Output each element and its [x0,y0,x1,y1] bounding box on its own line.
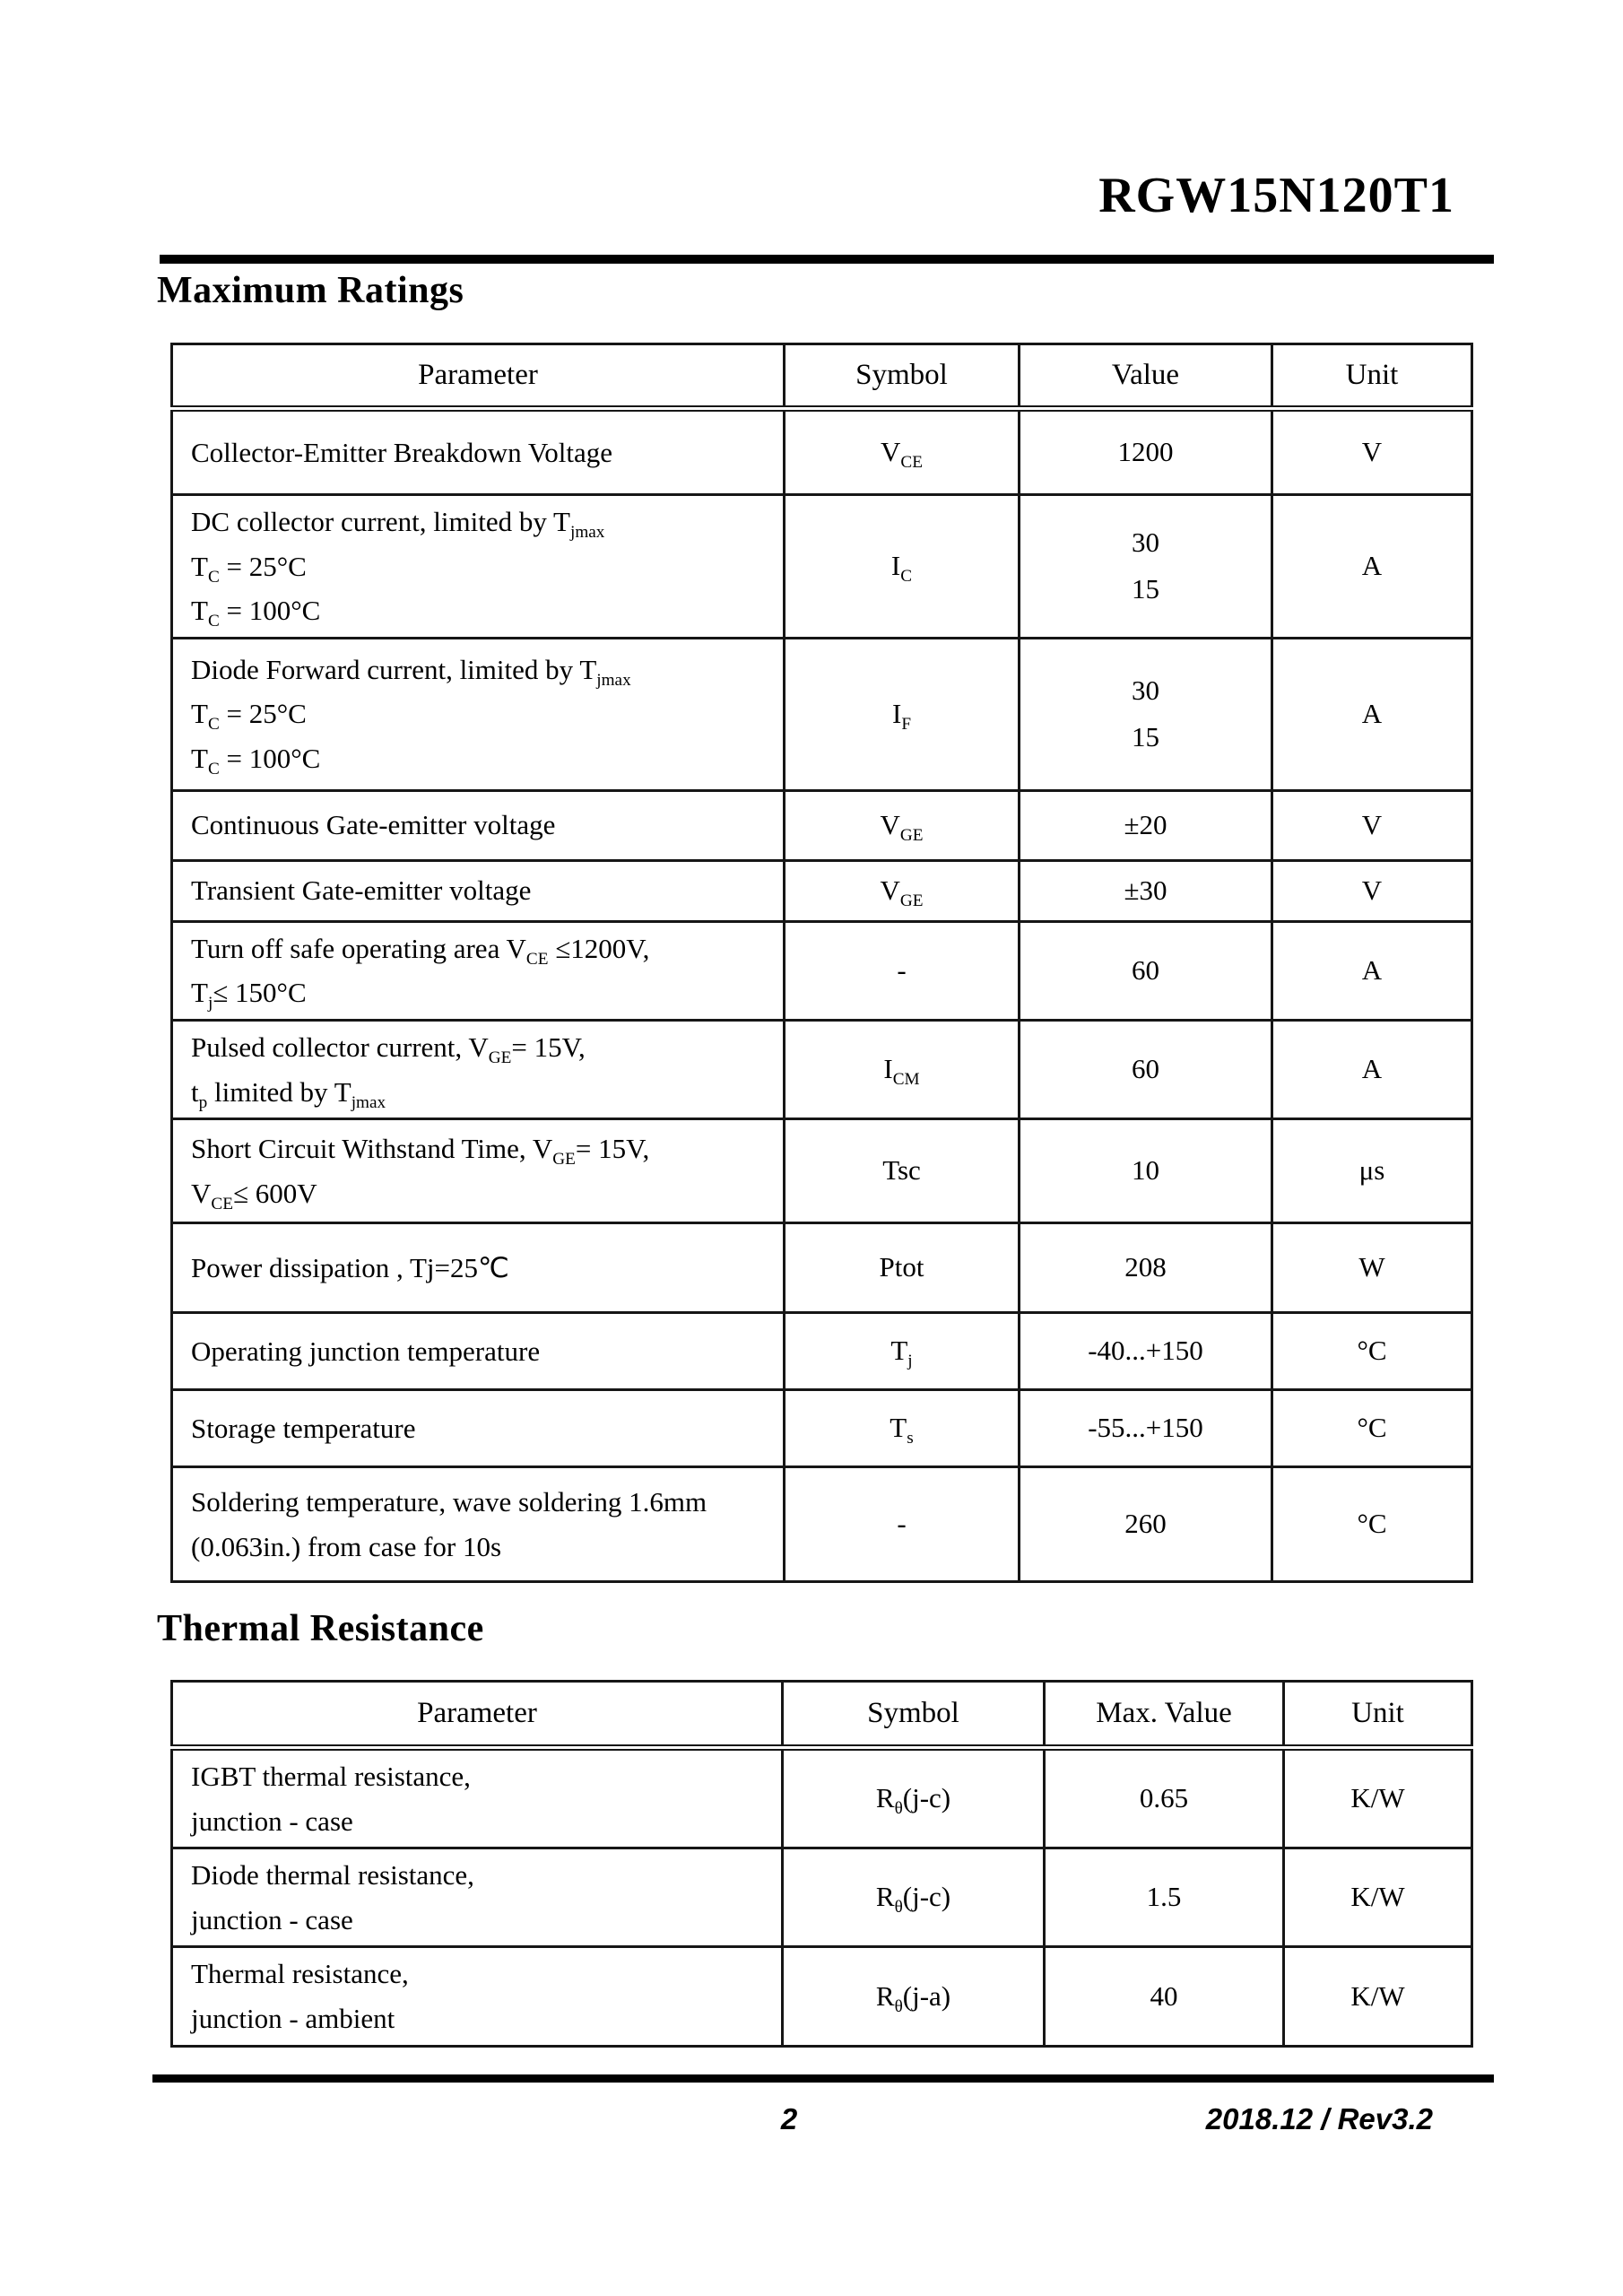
param-cell: Turn off safe operating area $V_{CE} \le 1200V$, $T_j\le 150^\circ C$ [172,921,785,1020]
param-cell: IGBT thermal resistance, junction - case [172,1748,783,1848]
value-cell: 260 [1020,1467,1272,1582]
table-row [172,790,1472,860]
value-cell: 60 [1020,1020,1272,1118]
value-cell: 1200 [1020,409,1272,495]
value-cell: 40 [1045,1947,1284,2046]
value-cell: ±20 [1020,790,1272,860]
col-header-parameter: Parameter [172,1682,783,1748]
section-heading-thermal-resistance: Thermal Resistance [157,1608,484,1649]
symbol-cell: $V_{GE}$ [785,790,1020,860]
table-row [172,638,1472,790]
param-cell: Storage temperature [172,1390,785,1467]
param-cell: Soldering temperature, wave soldering 1.6mm (0.063in.) from case for 10s [172,1467,785,1582]
param-cell: DC collector current, limited by $T_{jmax}$ $T_C = 25^\circ C$ $T_C = 100^\circ C$ [172,495,785,639]
table-row [172,1947,1472,2046]
unit-cell: A [1272,921,1472,1020]
table-row [172,1223,1472,1313]
symbol-cell: $I_F$ [785,638,1020,790]
unit-cell: K/W [1284,1848,1472,1947]
col-header-parameter: Parameter [172,344,785,409]
thermal-resistance-table [170,1680,1473,2048]
col-header-max-value: Max. Value [1045,1682,1284,1748]
symbol-cell: $T_j$ [785,1313,1020,1390]
table-row [172,495,1472,639]
param-cell: Thermal resistance, junction - ambient [172,1947,783,2046]
symbol-cell: Tsc [785,1119,1020,1223]
value-cell: -55...+150 [1020,1390,1272,1467]
unit-cell: μs [1272,1119,1472,1223]
unit-cell: K/W [1284,1947,1472,2046]
maximum-ratings-table [170,343,1473,1583]
symbol-cell: $V_{GE}$ [785,860,1020,921]
table-row [172,1313,1472,1390]
page-number: 2 [780,2102,798,2135]
footer-divider [152,2074,1494,2083]
symbol-cell: Ptot [785,1223,1020,1313]
param-cell: Power dissipation , Tj=25℃ [172,1223,785,1313]
unit-cell: A [1272,1020,1472,1118]
col-header-unit: Unit [1272,344,1472,409]
symbol-cell: $R_\theta(j-a)$ [783,1947,1045,2046]
unit-cell: A [1272,638,1472,790]
param-cell: Transient Gate-emitter voltage [172,860,785,921]
header-divider [160,255,1494,264]
page-title: RGW15N120T1 [1098,168,1454,223]
param-cell: Diode thermal resistance, junction - case [172,1848,783,1947]
value-cell: 10 [1020,1119,1272,1223]
col-header-unit: Unit [1284,1682,1472,1748]
symbol-cell: $T_s$ [785,1390,1020,1467]
param-cell: Collector-Emitter Breakdown Voltage [172,409,785,495]
symbol-cell: - [785,1467,1020,1582]
table-row [172,1748,1472,1848]
unit-cell: V [1272,860,1472,921]
col-header-symbol: Symbol [783,1682,1045,1748]
table-row [172,1020,1472,1118]
unit-cell: V [1272,790,1472,860]
section-heading-maximum-ratings: Maximum Ratings [157,270,464,311]
value-cell: 30 15 [1020,495,1272,639]
col-header-symbol: Symbol [785,344,1020,409]
unit-cell: A [1272,495,1472,639]
param-cell: Operating junction temperature [172,1313,785,1390]
param-cell: Short Circuit Withstand Time, $V_{GE}= 15V$, $V_{CE}\le 600V$ [172,1119,785,1223]
param-cell: Pulsed collector current, $V_{GE}= 15V$, $t_p$ limited by $T_{jmax}$ [172,1020,785,1118]
value-cell: 30 15 [1020,638,1272,790]
unit-cell: °C [1272,1467,1472,1582]
table-header-row [172,1682,1472,1748]
unit-cell: K/W [1284,1748,1472,1848]
value-cell: 208 [1020,1223,1272,1313]
symbol-cell: $I_C$ [785,495,1020,639]
value-cell: -40...+150 [1020,1313,1272,1390]
symbol-cell: $I_{CM}$ [785,1020,1020,1118]
symbol-cell: $R_\theta(j-c)$ [783,1748,1045,1848]
col-header-value: Value [1020,344,1272,409]
unit-cell: °C [1272,1390,1472,1467]
value-cell: 60 [1020,921,1272,1020]
table-row [172,1848,1472,1947]
value-cell: ±30 [1020,860,1272,921]
table-row [172,921,1472,1020]
symbol-cell: $R_\theta(j-c)$ [783,1848,1045,1947]
table-row [172,1390,1472,1467]
value-cell: 0.65 [1045,1748,1284,1848]
table-row [172,1467,1472,1582]
unit-cell: V [1272,409,1472,495]
param-cell: Continuous Gate-emitter voltage [172,790,785,860]
table-row [172,860,1472,921]
param-cell: Diode Forward current, limited by $T_{jmax}$ $T_C = 25^\circ C$ $T_C = 100^\circ C$ [172,638,785,790]
table-row [172,409,1472,495]
unit-cell: °C [1272,1313,1472,1390]
unit-cell: W [1272,1223,1472,1313]
value-cell: 1.5 [1045,1848,1284,1947]
table-header-row [172,344,1472,409]
table-row [172,1119,1472,1223]
revision-label: 2018.12 / Rev3.2 [1205,2102,1433,2135]
symbol-cell: - [785,921,1020,1020]
symbol-cell: $V_{CE}$ [785,409,1020,495]
